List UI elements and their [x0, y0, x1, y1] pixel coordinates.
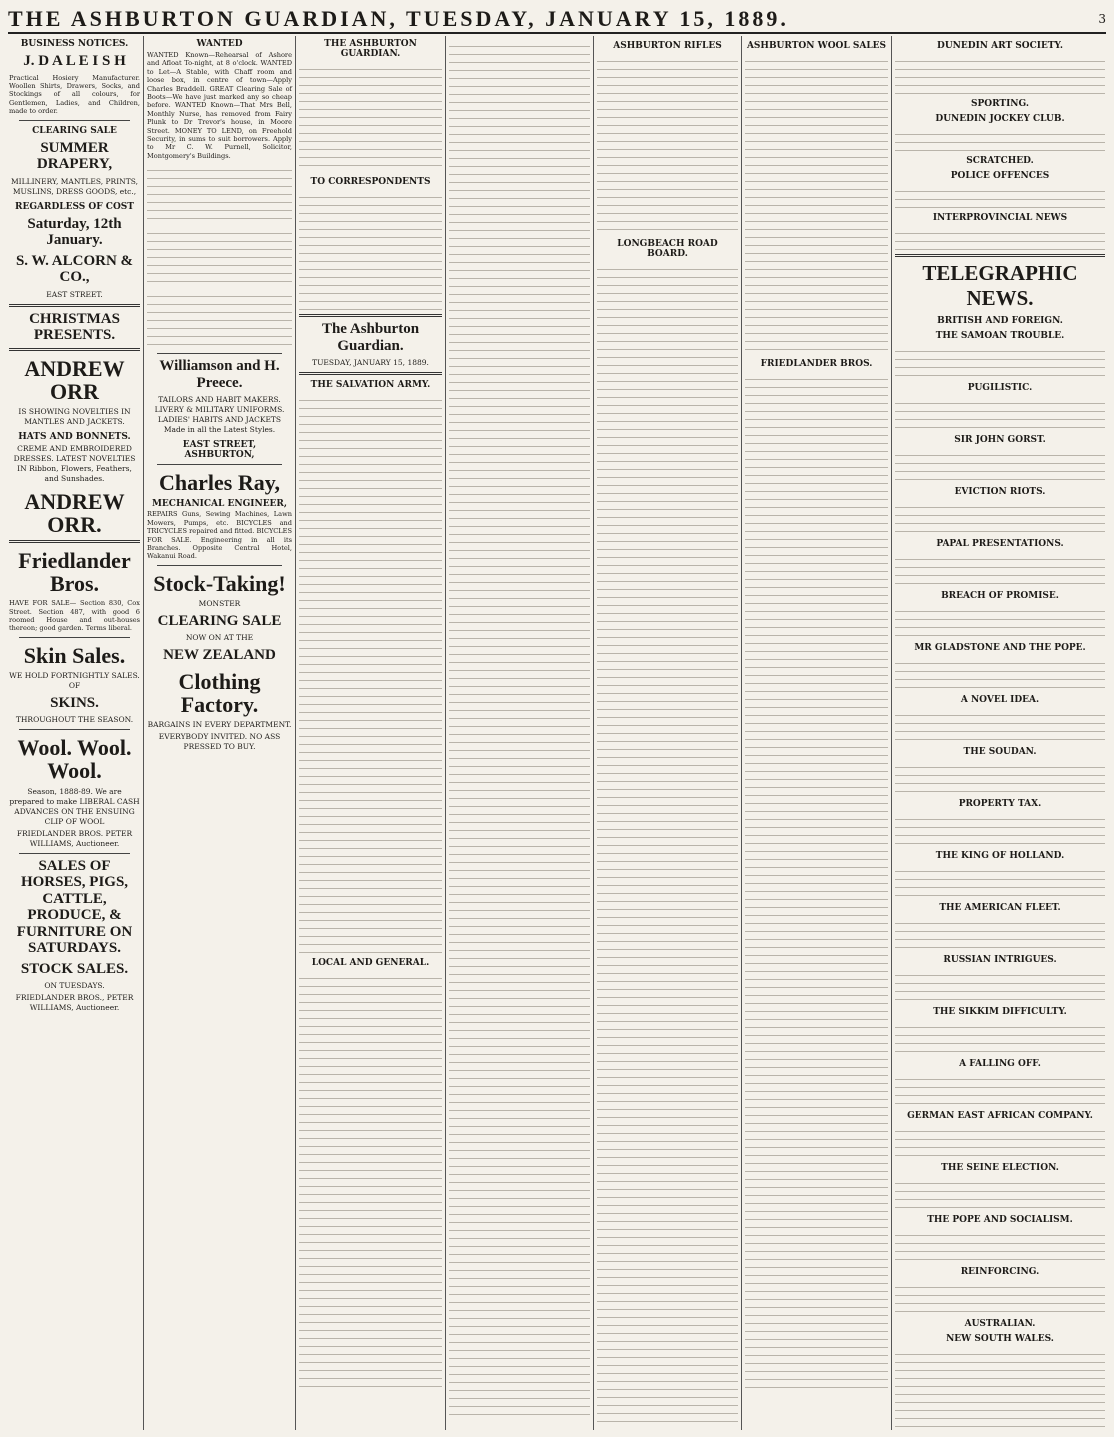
story-heading: A NOVEL IDEA. — [960, 695, 1040, 705]
police-text-block — [895, 184, 1105, 208]
everybody-invited: EVERYBODY INVITED. NO ASS PRESSED TO BUY. — [158, 732, 281, 752]
story-text-block — [895, 604, 1105, 638]
stock-sales-text: ON TUESDAYS. — [44, 981, 105, 990]
column-8 — [892, 36, 1108, 1430]
daleish-ad-title: J. D A L E I S H — [23, 53, 126, 69]
story-text-block — [895, 916, 1105, 950]
summer-drapery: SUMMER DRAPERY, — [36, 139, 113, 173]
story-text-block — [895, 344, 1105, 378]
story-heading: THE POPE AND SOCIALISM. — [927, 1215, 1073, 1225]
story-text-block — [895, 708, 1105, 742]
story-heading: MR GLADSTONE AND THE POPE. — [914, 643, 1086, 653]
rifles-heading: ASHBURTON RIFLES — [613, 41, 722, 51]
story-text-block — [895, 448, 1105, 482]
wool-foot: FRIEDLANDER BROS. PETER WILLIAMS, Auctioneer. — [16, 828, 133, 848]
market-text-block — [745, 372, 888, 1392]
column-6 — [742, 36, 892, 1430]
paper-date: TUESDAY, JANUARY 15, 1889. — [312, 358, 429, 367]
story-text-block — [895, 812, 1105, 846]
wanted-text: WANTED Known—Rehearsal of Ashore and Afloat To-night, at 8 o'clock. WANTED to Let—A Stable, with Chaff room and loose box, in centre of town—Apply Charles Braddell. GREAT Clearing Sale of Boots—We have just marked any so cheap before. WANTED Known—That Mrs Bell, Monthly Nurse, has removed from Fairy Plunk to Dr Trevor's house, in Moore Street. MONEY TO LEND, on Freehold Security, in sums to suit borrowers. Apply to Mr C. W. Purnell, Solicitor, Montgomery's Buildings. — [147, 51, 292, 160]
british-foreign-heading: BRITISH AND FOREIGN. — [937, 316, 1063, 326]
story-text-block — [895, 760, 1105, 794]
paper-title: The Ashburton Guardian. — [321, 321, 420, 354]
wool-sales-text-block — [745, 54, 888, 354]
column-4 — [446, 36, 594, 1430]
column-5 — [594, 36, 742, 1430]
story-heading: THE SOUDAN. — [963, 747, 1037, 757]
charles-ray-title: Charles Ray, — [159, 470, 280, 496]
alcorn-firm: S. W. ALCORN & CO., — [15, 252, 134, 286]
andrew-orr-footer: ANDREW ORR. — [24, 488, 125, 537]
friedlander-text: HAVE FOR SALE— Section 830, Cox Street. Section 487, with good 6 roomed House and out-houses thereon; good garden. Terms liberal. — [9, 599, 140, 633]
story-text-block — [895, 1124, 1105, 1158]
correspondents-text-block — [299, 190, 442, 310]
wanted-text-block — [147, 226, 292, 286]
williamson-address: EAST STREET, ASHBURTON, — [182, 440, 257, 461]
stock-taking-title: Stock-Taking! — [153, 570, 286, 596]
story-heading: PROPERTY TAX. — [958, 799, 1042, 809]
subscription-text-block — [299, 62, 442, 172]
williamson-title: Williamson and H. Preece. — [159, 358, 280, 391]
clearing-sale: CLEARING SALE — [157, 612, 282, 629]
wanted-text-block — [147, 163, 292, 223]
business-notices-heading: BUSINESS NOTICES. — [20, 39, 129, 49]
stock-sales-foot: FRIEDLANDER BROS., PETER WILLIAMS, Auctioneer. — [15, 993, 134, 1012]
hats-and-bonnets: HATS AND BONNETS. — [18, 431, 131, 442]
guardian-heading: THE ASHBURTON GUARDIAN. — [324, 39, 417, 59]
wool-sales-heading: ASHBURTON WOOL SALES — [746, 41, 887, 51]
charles-ray-text: REPAIRS Guns, Sewing Machines, Lawn Mowers, Pumps, etc. BICYCLES and TRICYCLES repaired and fitted. BICYCLES FOR SALE. Engineering in all its Branches. Opposite Central Hotel, Wakanui Road. — [147, 510, 292, 561]
sporting-heading: SPORTING. — [970, 99, 1030, 109]
andrew-orr-text: IS SHOWING NOVELTIES IN MANTLES AND JACKETS. — [18, 406, 131, 426]
story-heading: PUGILISTIC. — [967, 383, 1033, 393]
regardless-of-cost: REGARDLESS OF COST — [15, 201, 134, 212]
alcorn-address: EAST STREET. — [46, 289, 103, 299]
rifles-text-block — [597, 54, 738, 234]
column-2 — [144, 36, 296, 1430]
police-heading: POLICE OFFENCES — [950, 171, 1050, 181]
bargains: BARGAINS IN EVERY DEPARTMENT. — [147, 720, 292, 730]
wanted-heading: WANTED — [196, 39, 243, 49]
daleish-ad-text: Practical Hosiery Manufacturer. Woollen Shirts, Drawers, Socks, and Stockings of all colours, for Gentlemen, Ladies, and Children, made to order. — [9, 73, 140, 116]
page-number: 3 — [1098, 12, 1106, 26]
divider — [895, 254, 1105, 257]
story-heading: REINFORCING. — [960, 1267, 1040, 1277]
masthead-title: THE ASHBURTON GUARDIAN, TUESDAY, JANUARY 15, 1889. — [8, 6, 789, 31]
story-heading: THE KING OF HOLLAND. — [935, 851, 1065, 861]
jockey-club-heading: DUNEDIN JOCKEY CLUB. — [935, 114, 1065, 124]
story-heading: RUSSIAN INTRIGUES. — [943, 955, 1057, 965]
correspondents-heading: TO CORRESPONDENTS — [310, 177, 431, 187]
new-zealand: NEW ZEALAND — [163, 647, 276, 664]
scratched-heading: SCRATCHED. — [966, 156, 1034, 166]
charles-ray-sub: MECHANICAL ENGINEER, — [151, 499, 288, 510]
story-text-block — [895, 864, 1105, 898]
skin-sales-foot: THROUGHOUT THE SEASON. — [15, 715, 134, 725]
story-heading: GERMAN EAST AFRICAN COMPANY. — [907, 1111, 1093, 1121]
story-heading: BREACH OF PROMISE. — [941, 591, 1059, 601]
christmas-presents: CHRISTMAS PRESENTS. — [29, 310, 120, 344]
clearing-on: NOW ON AT THE — [185, 633, 254, 643]
art-society-text-block — [895, 54, 1105, 94]
intercolonial-heading: INTERPROVINCIAL NEWS — [932, 213, 1068, 223]
masthead — [8, 6, 1106, 34]
clothing-factory: Clothing Factory. — [178, 668, 261, 717]
story-heading: A FALLING OFF. — [959, 1059, 1041, 1069]
jockey-text-block — [895, 127, 1105, 151]
sale-date: Saturday, 12th January. — [27, 215, 122, 249]
story-text-block — [895, 968, 1105, 1002]
skin-sales-title: Skin Sales. — [23, 642, 126, 668]
art-society-heading: DUNEDIN ART SOCIETY. — [937, 41, 1063, 51]
story-heading: EVICTION RIOTS. — [954, 487, 1046, 497]
nsw-text-block — [895, 1347, 1105, 1430]
salvation-army-heading: THE SALVATION ARMY. — [310, 380, 431, 390]
story-heading: THE AMERICAN FLEET. — [939, 903, 1061, 913]
story-heading: THE SIKKIM DIFFICULTY. — [933, 1007, 1067, 1017]
nsw-heading: NEW SOUTH WALES. — [946, 1334, 1054, 1344]
andrew-orr-more: CREME AND EMBROIDERED DRESSES. LATEST NOVELTIES IN Ribbon, Flowers, Feathers, and Sunshades. — [13, 443, 136, 483]
longbeach-heading: LONGBEACH ROAD BOARD. — [617, 239, 718, 259]
williamson-text: TAILORS AND HABIT MAKERS. LIVERY & MILITARY UNIFORMS. LADIES' HABITS AND JACKETS Made in all the Latest Styles. — [154, 395, 285, 435]
intercolonial-text-block — [895, 226, 1105, 250]
story-heading: THE SEINE ELECTION. — [941, 1163, 1059, 1173]
story-text-block — [895, 1280, 1105, 1314]
monster-word: MONSTER — [198, 598, 241, 608]
story-text-block — [895, 500, 1105, 534]
friedlander-heading: FRIEDLANDER BROS. — [760, 359, 873, 369]
story-heading: THE SAMOAN TROUBLE. — [935, 331, 1065, 341]
editorial-text-block — [299, 393, 442, 953]
local-general-heading: LOCAL AND GENERAL. — [311, 958, 430, 968]
board-text-block — [597, 262, 738, 1422]
story-text-block — [895, 1020, 1105, 1054]
story-text-block — [895, 396, 1105, 430]
local-text-block — [299, 971, 442, 1391]
drapery-list: MILLINERY, MANTLES, PRINTS, MUSLINS, DRESS GOODS, etc., — [10, 176, 138, 196]
clearing-sale-title: CLEARING SALE — [32, 125, 117, 136]
column-3 — [296, 36, 446, 1430]
story-heading: PAPAL PRESENTATIONS. — [936, 539, 1064, 549]
story-text-block — [895, 1228, 1105, 1262]
local-continued-text-block — [449, 39, 590, 1419]
australian-heading: AUSTRALIAN. — [964, 1319, 1036, 1329]
telegraphic-news-title: TELEGRAPHIC NEWS. — [922, 261, 1078, 310]
column-1 — [6, 36, 144, 1430]
stock-sales-title: STOCK SALES. — [20, 960, 129, 977]
story-heading: SIR JOHN GORST. — [954, 435, 1046, 445]
skins-word: SKINS. — [50, 694, 99, 711]
friedlander-title: Friedlander Bros. — [18, 547, 131, 596]
wool-title: Wool. Wool. Wool. — [17, 735, 132, 784]
story-text-block — [895, 552, 1105, 586]
story-text-block — [895, 1176, 1105, 1210]
story-text-block — [895, 1072, 1105, 1106]
wanted-text-block — [147, 289, 292, 349]
story-text-block — [895, 656, 1105, 690]
skin-sales-text: WE HOLD FORTNIGHTLY SALES. OF — [9, 670, 140, 690]
wool-text: Season, 1888-89. We are prepared to make LIBERAL CASH ADVANCES ON THE ENSUING CLIP OF WOOL — [9, 786, 140, 826]
andrew-orr-title: ANDREW ORR — [24, 355, 125, 404]
sales-of-horses: SALES OF HORSES, PIGS, CATTLE, PRODUCE, & FURNITURE ON SATURDAYS. — [16, 857, 133, 956]
